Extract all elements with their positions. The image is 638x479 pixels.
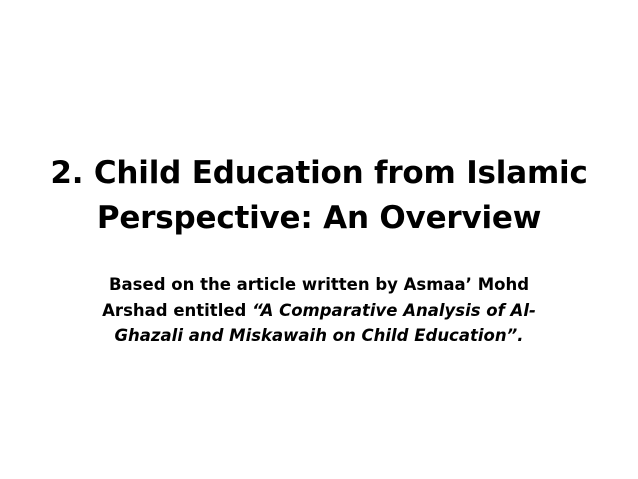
subtitle-line-2 bbox=[60, 298, 578, 324]
subtitle-line-2-plain: Arshad entitled bbox=[102, 300, 253, 320]
subtitle-line-3 bbox=[60, 323, 578, 349]
subtitle-line-1: Based on the article written by Asmaa’ Mohd bbox=[108, 275, 530, 294]
slide-title bbox=[40, 151, 598, 241]
article-title-part-1: “A Comparative Analysis of Al- bbox=[252, 300, 536, 320]
slide-subtitle bbox=[60, 272, 578, 349]
article-title-part-2: Ghazali and Miskawaih on Child Education”. bbox=[114, 326, 524, 345]
slide-title-line-2: Perspective: An Overview bbox=[96, 200, 542, 236]
slide-title-line-1: 2. Child Education from Islamic bbox=[50, 155, 588, 191]
